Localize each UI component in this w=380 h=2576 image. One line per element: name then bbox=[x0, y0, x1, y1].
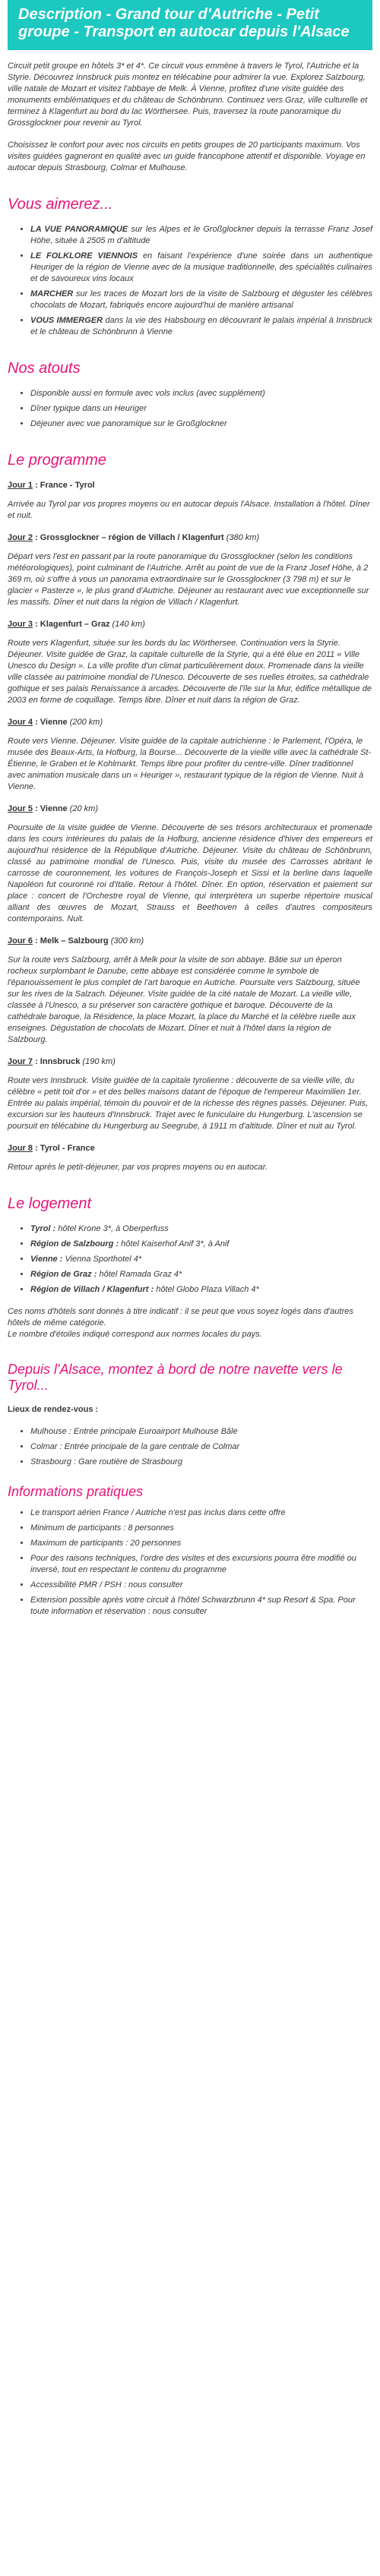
highlight-text: dans la vie des Habsbourg en découvrant le palais impérial à Innsbruck et le château de Schönbrunn à Vienne bbox=[30, 316, 372, 336]
list-item: • Accessibilité PMR / PSH : nous consulter bbox=[30, 1580, 372, 1591]
day-title: : Innsbruck bbox=[33, 1057, 81, 1066]
title-banner bbox=[8, 0, 372, 50]
day-heading bbox=[8, 480, 372, 491]
day-description: Départ vers l'est en passant par la route panoramique du Grossglockner (selon les conditions météorologiques), point culminant de l'Autriche. Arrêt au point de vue de la Franz Josef Höhe, à 2 369 m, où s'offre à vous un panorama extraordinaire sur le Grossglockner (3 798 m) et sur le glacier « Pasterze », le plus grand d'Autriche. Déjeuner au restaurant avec vue exceptionnelle sur les massifs. Dîner et nuit dans la région de Villach / Klagenfurt. bbox=[8, 552, 369, 607]
section-heading-atouts: Nos atouts bbox=[8, 360, 81, 377]
main-content bbox=[0, 61, 380, 1618]
day-number: Jour 3 bbox=[8, 620, 33, 629]
hotel-name: Vienna Sporthotel 4* bbox=[62, 1255, 142, 1264]
hotel-region: Région de Villach / Klagenfurt : bbox=[30, 1285, 154, 1294]
infos-list bbox=[8, 1507, 372, 1618]
list-item: • Mulhouse : Entrée principale Euroairport Mulhouse Bâle bbox=[30, 1426, 372, 1438]
section-heading-aimerez: Vous aimerez... bbox=[8, 196, 113, 213]
intro-paragraph-2: Choisissez le confort pour avec nos circuits en petits groupes de 20 participants maximum. Vos visites guidées gagneront en qualité avec un guide francophone attentif et disponible. Voyage en autocar depuis Strasbourg, Colmar et Mulhouse. bbox=[8, 140, 366, 172]
hotel-name: hôtel Kaiserhof Anif 3*, à Anif bbox=[119, 1239, 230, 1249]
page-title: Description - Grand tour d'Autriche - Petit groupe - Transport en autocar depuis l'Alsace bbox=[18, 6, 350, 40]
day-distance: (300 km) bbox=[108, 936, 144, 945]
section-heading-infos: Informations pratiques bbox=[8, 1484, 144, 1499]
list-item bbox=[30, 1284, 372, 1296]
day-heading bbox=[8, 619, 372, 630]
day-title: : Melk – Salzbourg bbox=[33, 936, 109, 945]
day-number: Jour 7 bbox=[8, 1057, 33, 1066]
list-item bbox=[30, 251, 372, 285]
day-number: Jour 2 bbox=[8, 533, 33, 542]
highlight-text: en faisant l'expérience d'une soirée dans un authentique Heuriger de la région de Vienne avec de la musique traditionnelle, des spécialités culinaires et de savoureux vins locaux bbox=[30, 251, 372, 283]
highlight-label: VOUS IMMERGER bbox=[30, 316, 103, 325]
aimerez-list bbox=[8, 224, 372, 338]
list-item: • Colmar : Entrée principale de la gare centrale de Colmar bbox=[30, 1441, 372, 1453]
logement-note-2: Le nombre d'étoiles indiqué correspond aux normes locales du pays. bbox=[8, 1330, 262, 1339]
highlight-text: sur les Alpes et le Großglockner depuis la terrasse Franz Josef Höhe, située à 2505 m d'altitude bbox=[30, 225, 372, 245]
day-number: Jour 4 bbox=[8, 718, 33, 727]
hotel-name: hôtel Krone 3*, à Oberperfuss bbox=[55, 1224, 169, 1233]
day-number: Jour 6 bbox=[8, 936, 33, 945]
list-item: • Extension possible après votre circuit à l'hôtel Schwarzbrunn 4* sup Resort & Spa. Pour toute information et réservation : nous consulter bbox=[30, 1595, 372, 1618]
atouts-list bbox=[8, 388, 372, 430]
list-item: • Pour des raisons techniques, l'ordre des visites et des excursions pourra être modifié ou inversé, tout en respectant le contenu du programme bbox=[30, 1553, 372, 1576]
list-item bbox=[30, 1269, 372, 1280]
day-distance: (380 km) bbox=[223, 533, 260, 542]
list-item: • Minimum de participants : 8 personnes bbox=[30, 1523, 372, 1534]
hotel-name: hôtel Ramada Graz 4* bbox=[97, 1270, 182, 1279]
day-description: Route vers Innsbruck. Visite guidée de la capitale tyrolienne : découverte de sa vieille ville, du célèbre « petit toit d'or » et des belles maisons datant de l'époque de l'empereur Maximilien 1er. Entrée au palais impérial, témoin du pouvoir et de la richesse des règnes passés. Déjeuner. Puis, excursion sur les hauteurs d'Innsbruck. Trajet avec le funiculaire du Hungerburg. L'ascension se poursuit en télécabine du Hungerburg au Seegrube, à 1911 m d'altitude. Dîner et nuit au Tyrol. bbox=[8, 1076, 369, 1131]
list-item bbox=[30, 1223, 372, 1235]
list-item bbox=[30, 224, 372, 247]
day-description: Route vers Vienne. Déjeuner. Visite guidée de la capitale autrichienne : le Parlement, l'Opéra, le musée des Beaux-Arts, la Hofburg, la Bourse... Découverte de la vieille ville avec la cathédrale St-Étienne, le Graben et le Kohlmarkt. Temps libre pour profiter du centre-ville. Dîner traditionnel avec animation musicale dans un « Heuriger », restaurant typique de la région de Vienne. Nuit à Vienne. bbox=[8, 737, 372, 791]
day-title: : Tyrol - France bbox=[33, 1144, 95, 1153]
hotel-name: hôtel Globo Plaza Villach 4* bbox=[154, 1285, 259, 1294]
list-item: • Maximum de participants : 20 personnes bbox=[30, 1538, 372, 1549]
highlight-label: LE FOLKLORE VIENNOIS bbox=[30, 251, 138, 260]
day-distance: (140 km) bbox=[109, 620, 145, 629]
day-description: Poursuite de la visite guidée de Vienne. Découverte de ses trésors architecturaux et promenade dans les cours intérieures du palais de la Hofburg, ancienne résidence d'hiver des empereurs et aujourd'hui résidence de la République d'Autriche. Déjeuner. Visite du château de Schönbrunn, classé au patrimoine mondial de l'Unesco. Puis, visite du musée des Carrosses abritant le carrosse de couronnement, les voitures de François-Joseph et Sissi et la berline dans laquelle Napoléon fut couronné roi d'Italie. Retour à l'hôtel. Dîner. En option, réservation et paiement sur place : concert de l'Orchestre royal de Vienne, qui interprètera un superbe répertoire musical alliant des œuvres de Mozart, Strauss et Beethoven à celles d'autres compositeurs contemporains. Nuit. bbox=[8, 823, 372, 923]
day-distance: (20 km) bbox=[67, 804, 99, 813]
list-item bbox=[30, 1254, 372, 1265]
day-title: : Vienne bbox=[33, 804, 68, 813]
logement-note-1: Ces noms d'hôtels sont donnés à titre indicatif : il se peut que vous soyez logés dans d'autres hôtels de même catégorie. bbox=[8, 1307, 353, 1327]
intro-paragraph-1: Circuit petit groupe en hôtels 3* et 4*. Ce circuit vous emmène à travers le Tyrol, l'Autriche et la Styrie. Découvrez Innsbruck puis montez en télécabine pour admirer la vue. Explorez Salzbourg, ville natale de Mozart et visitez l'abbaye de Melk. À Vienne, profitez d'une visite guidée des monuments emblématiques et du château de Schönbrunn. Continuez vers Graz, ville culturelle et terminez à Klagenfurt au bord du lac Wörthersee. Puis, traversez la route panoramique du Grossglockner pour revenir au Tyrol. bbox=[8, 62, 368, 128]
day-heading bbox=[8, 1143, 372, 1154]
day-title: : Klagenfurt – Graz bbox=[33, 620, 110, 629]
highlight-label: MARCHER bbox=[30, 289, 74, 298]
hotel-region: Région de Graz : bbox=[30, 1270, 97, 1279]
day-heading bbox=[8, 717, 372, 728]
day-description: Sur la route vers Salzbourg, arrêt à Melk pour la visite de son abbaye. Bâtie sur un éperon rocheux surplombant le Danube, cette abbaye est considérée comme le symbole de l'épanouissement le plus complet de l'art baroque en Autriche. Poursuite vers Salzbourg, située sur les rives de la Salzach. Déjeuner. Visite guidée de la cité natale de Mozart. La vieille ville, classée à l'Unesco, a su préserver son caractère gothique et baroque. Découverte de la cathédrale baroque, la Résidence, la place Mozart, la place du Marché et la célèbre ruelle aux enseignes. Dégustation de chocolats de Mozart. Dîner et nuit à l'hôtel dans la région de Salzbourg. bbox=[8, 955, 360, 1044]
list-item bbox=[30, 289, 372, 311]
alsace-list bbox=[8, 1426, 372, 1468]
day-heading bbox=[8, 532, 372, 544]
day-distance: (200 km) bbox=[67, 718, 103, 727]
day-description: Arrivée au Tyrol par vos propres moyens ou en autocar depuis l'Alsace. Installation à l'hôtel. Dîner et nuit. bbox=[8, 500, 370, 520]
day-title: : Grossglockner – région de Villach / Klagenfurt bbox=[33, 533, 224, 542]
day-title: : France - Tyrol bbox=[33, 481, 95, 490]
programme-days bbox=[8, 480, 372, 1173]
logement-list bbox=[8, 1223, 372, 1296]
list-item: • Déjeuner avec vue panoramique sur le Großglockner bbox=[30, 418, 372, 430]
day-title: : Vienne bbox=[33, 718, 68, 727]
day-heading bbox=[8, 936, 372, 947]
list-item: • Disponible aussi en formule avec vols inclus (avec supplément) bbox=[30, 388, 372, 399]
list-item: • Dîner typique dans un Heuriger bbox=[30, 403, 372, 415]
day-distance: (190 km) bbox=[80, 1057, 116, 1066]
hotel-region: Vienne : bbox=[30, 1255, 63, 1264]
highlight-label: LA VUE PANORAMIQUE bbox=[30, 225, 128, 234]
hotel-region: Tyrol : bbox=[30, 1224, 56, 1233]
day-number: Jour 1 bbox=[8, 481, 33, 490]
section-heading-logement: Le logement bbox=[8, 1195, 92, 1212]
list-item: • Strasbourg : Gare routière de Strasbourg bbox=[30, 1457, 372, 1468]
rendez-vous-label: Lieux de rendez-vous : bbox=[8, 1405, 99, 1414]
list-item: • Le transport aérien France / Autriche n'est pas inclus dans cette offre bbox=[30, 1507, 372, 1519]
day-description: Route vers Klagenfurt, située sur les bords du lac Wörthersee. Continuation vers la Styrie. Déjeuner. Visite guidée de Graz, la capitale culturelle de la Styrie, qui a été élue en 2011 « Ville Unesco du Design ». La ville profite d'un climat particulièrement doux. Promenade dans la vieille ville classée au patrimoine mondial de l'Unesco. Découverte de ses ruelles étroites, sa cathédrale gothique et ses palais Renaissance à arcades. Découverte de l'île sur la Mur, édifice métallique de 2003 en forme de coquillage. Temps libre. Dîner et nuit dans la région de Graz. bbox=[8, 639, 372, 705]
day-number: Jour 5 bbox=[8, 804, 33, 813]
day-heading bbox=[8, 803, 372, 815]
hotel-region: Région de Salzbourg : bbox=[30, 1239, 119, 1249]
day-heading bbox=[8, 1056, 372, 1068]
section-heading-programme: Le programme bbox=[8, 452, 107, 469]
day-description: Retour après le petit-déjeuner, par vos propres moyens ou en autocar. bbox=[8, 1163, 268, 1172]
list-item bbox=[30, 315, 372, 338]
section-heading-alsace: Depuis l'Alsace, montez à bord de notre navette vers le Tyrol... bbox=[8, 1362, 343, 1393]
day-number: Jour 8 bbox=[8, 1144, 33, 1153]
highlight-text: sur les traces de Mozart lors de la visite de Salzbourg et déguster les célèbres chocolats de Mozart, fabriqués encore aujourd'hui de manière artisanal bbox=[30, 289, 372, 310]
list-item bbox=[30, 1239, 372, 1250]
